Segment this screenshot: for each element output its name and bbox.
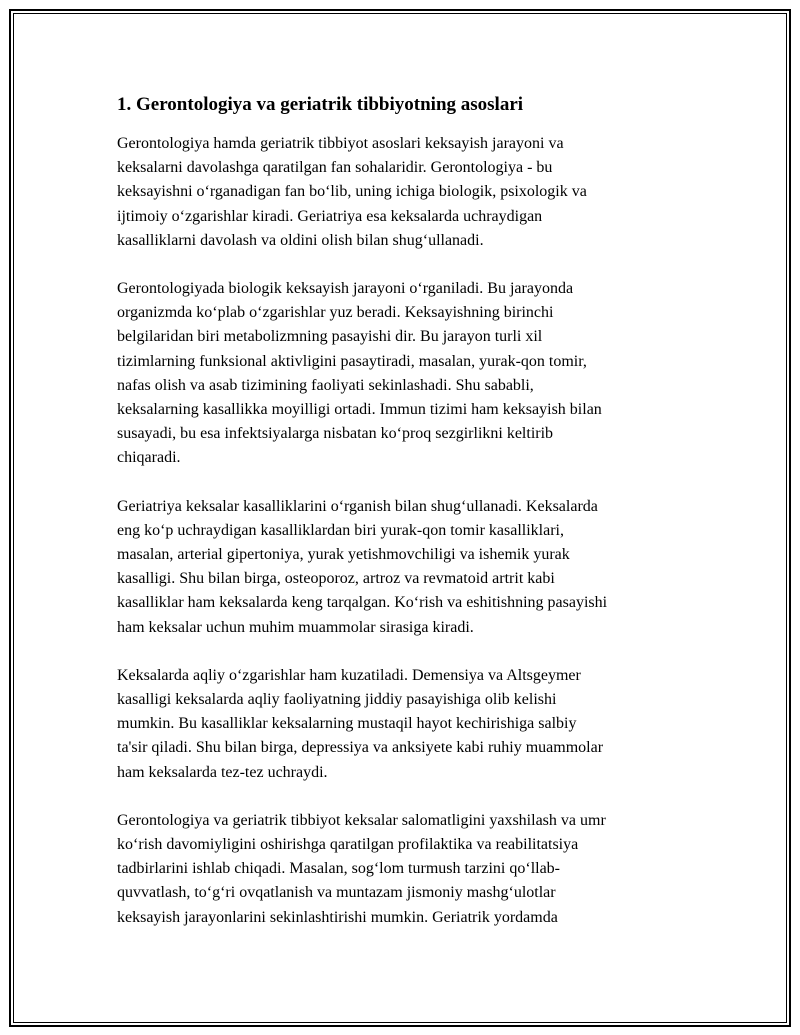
paragraph-line: Gerontologiyada biologik keksayish jarayoni o‘rganiladi. Bu jarayonda (117, 280, 574, 298)
body-paragraph (117, 277, 687, 471)
paragraph-line: Keksalarda aqliy o‘zgarishlar ham kuzatiladi. Demensiya va Altsgeymer (117, 666, 581, 684)
paragraph-line: kasalliklar ham keksalarda keng tarqalgan. Ko‘rish va eshitishning pasayishi (117, 594, 608, 612)
paragraph-line: kasalligi keksalarda aqliy faoliyatning jiddiy pasayishiga olib kelishi (117, 691, 557, 709)
paragraph-line: nafas olish va asab tizimining faoliyati sekinlashadi. Shu sababli, (117, 376, 534, 394)
paragraph-line: tadbirlarini ishlab chiqadi. Masalan, sog‘lom turmush tarzini qo‘llab- (117, 860, 561, 878)
document-body (117, 92, 687, 954)
paragraph-line: ham keksalarda tez-tez uchraydi. (117, 763, 328, 781)
paragraph-line: Gerontologiya hamda geriatrik tibbiyot asoslari keksayish jarayoni va (117, 135, 564, 152)
paragraph-line: keksayish jarayonlarini sekinlashtirishi mumkin. Geriatrik yordamda (117, 908, 558, 926)
paragraph-line: ham keksalar uchun muhim muammolar sirasiga kiradi. (117, 618, 474, 636)
paragraph-line: kasalligi. Shu bilan birga, osteoporoz, artroz va revmatoid artrit kabi (117, 570, 555, 588)
section-heading: 1. Gerontologiya va geriatrik tibbiyotning asoslari (117, 94, 524, 115)
paragraph-line: organizmda ko‘plab o‘zgarishlar yuz beradi. Keksayishning birinchi (117, 304, 554, 322)
paragraph-line: quvvatlash, to‘g‘ri ovqatlanish va muntazam jismoniy mashg‘ulotlar (117, 884, 556, 902)
body-paragraph (117, 132, 687, 253)
paragraph-line: keksalarni davolashga qaratilgan fan sohalaridir. Gerontologiya - bu (117, 159, 553, 177)
paragraph-line: ijtimoiy o‘zgarishlar kiradi. Geriatriya esa keksalarda uchraydigan (117, 207, 543, 225)
body-paragraph (117, 495, 687, 640)
body-paragraph (117, 664, 687, 785)
paragraph-line: chiqaradi. (117, 449, 181, 467)
paragraph-line: tizimlarning funksional aktivligini pasaytiradi, masalan, yurak-qon tomir, (117, 352, 587, 370)
paragraph-line: mumkin. Bu kasalliklar keksalarning mustaqil hayot kechirishiga salbiy (117, 715, 577, 733)
paragraph-line: belgilaridan biri metabolizmning pasayishi dir. Bu jarayon turli xil (117, 328, 543, 346)
paragraph-line: masalan, arterial gipertoniya, yurak yetishmovchiligi va ishemik yurak (117, 546, 570, 564)
paragraph-line: Gerontologiya va geriatrik tibbiyot keksalar salomatligini yaxshilash va umr (117, 811, 606, 829)
paragraph-line: ta'sir qiladi. Shu bilan birga, depressiya va anksiyete kabi ruhiy muammolar (117, 739, 604, 757)
paragraph-line: eng ko‘p uchraydigan kasalliklardan biri yurak-qon tomir kasalliklari, (117, 521, 564, 539)
paragraph-line: Geriatriya keksalar kasalliklarini o‘rganish bilan shug‘ullanadi. Keksalarda (117, 497, 598, 515)
paragraph-line: ko‘rish davomiyligini oshirishga qaratilgan profilaktika va reabilitatsiya (117, 836, 579, 854)
paragraph-line: keksalarning kasallikka moyilligi ortadi. Immun tizimi ham keksayish bilan (117, 401, 602, 419)
paragraph-line: kasalliklarni davolash va oldini olish bilan shug‘ullanadi. (117, 231, 484, 249)
paragraph-list (117, 132, 687, 930)
paragraph-line: keksayishni o‘rganadigan fan bo‘lib, uning ichiga biologik, psixologik va (117, 183, 587, 201)
paragraph-line: susayadi, bu esa infektsiyalarga nisbatan ko‘proq sezgirlikni keltirib (117, 425, 554, 443)
body-paragraph (117, 809, 687, 930)
